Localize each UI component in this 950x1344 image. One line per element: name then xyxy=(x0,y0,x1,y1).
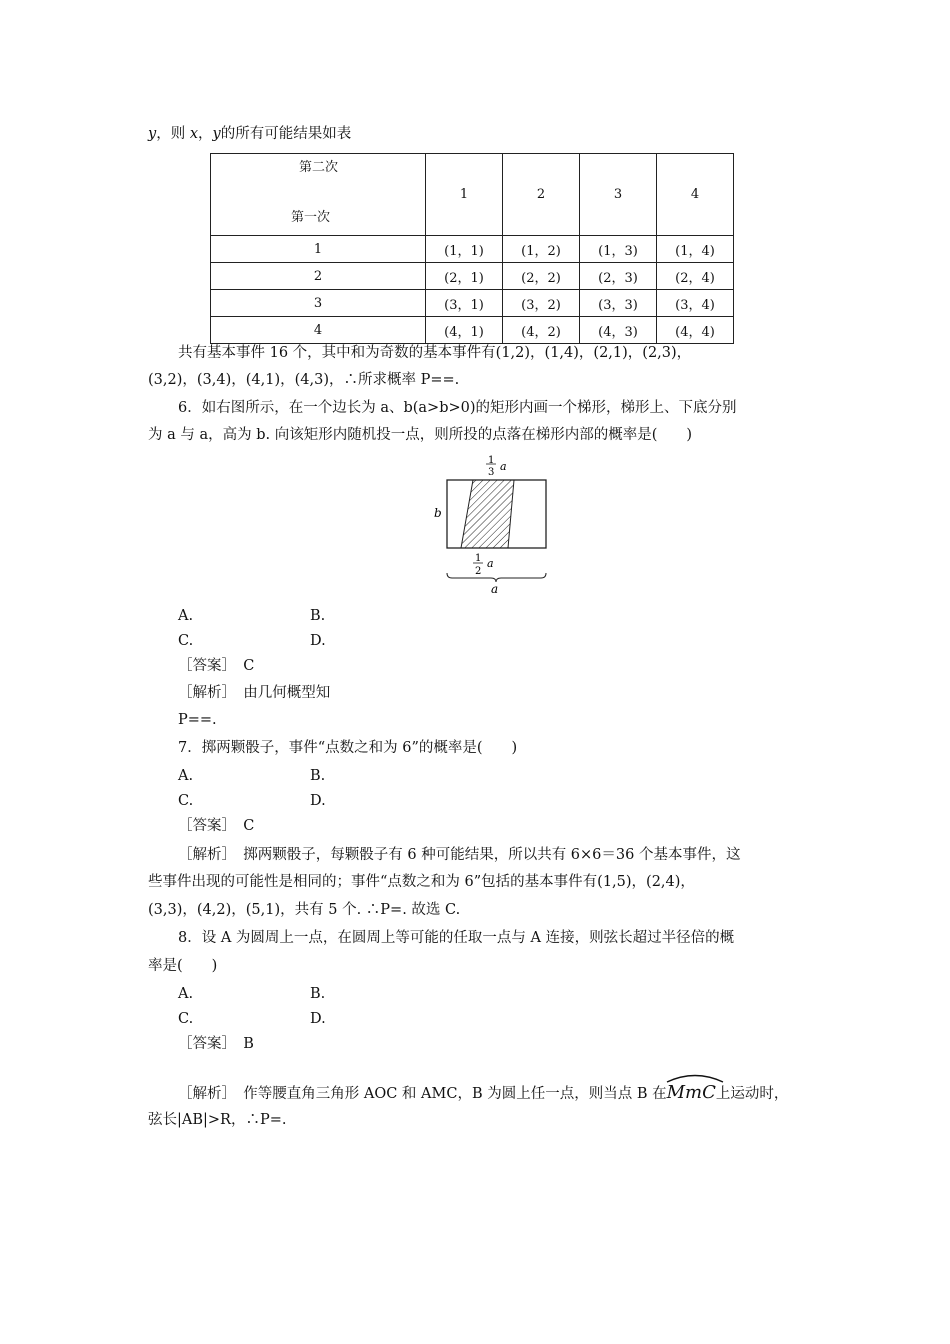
q6-option-d: D. xyxy=(310,633,326,649)
row-label: 3 xyxy=(211,290,426,317)
header-first-roll: 第一次 xyxy=(291,210,331,225)
q8-line-1: 8．设 A 为圆周上一点，在圆周上等可能的任取一点与 A 连接，则弦长超过半径倍的概 xyxy=(178,930,735,946)
q6-answer: ［答案］ C xyxy=(178,658,255,674)
table-cell: (1，1) xyxy=(426,236,503,263)
q7-analysis-1: ［解析］ 掷两颗骰子，每颗骰子有 6 种可能结果，所以共有 6×6＝36 个基本事件，这 xyxy=(178,847,741,863)
q6-result: P==. xyxy=(178,712,217,728)
intro-text: ，则 xyxy=(156,126,190,142)
intro-tail: 的所有可能结果如表 xyxy=(220,126,352,142)
arc-mark-icon xyxy=(665,1073,725,1083)
trapezoid-figure xyxy=(430,455,570,600)
arc-label-text: MmC xyxy=(666,1082,716,1103)
q8-answer: ［答案］ B xyxy=(178,1036,254,1052)
table-cell: (2，2) xyxy=(503,263,580,290)
q6-option-c: C. xyxy=(178,633,194,649)
q8-analysis-text: ［解析］ 作等腰直角三角形 AOC 和 AMC，B 为圆上任一点，则当点 B 在 xyxy=(178,1086,667,1102)
column-header: 4 xyxy=(657,154,734,236)
table-cell: (1，4) xyxy=(657,236,734,263)
table-row xyxy=(211,317,734,344)
bottom-fraction-var: a xyxy=(487,557,494,570)
bottom-fraction-den: 2 xyxy=(475,566,482,577)
intro-var-y2: y xyxy=(212,126,221,142)
results-table xyxy=(210,153,734,344)
table-cell: (3，2) xyxy=(503,290,580,317)
q6-line-2: 为 a 与 a，高为 b. 向该矩形内随机投一点，则所投的点落在梯形内部的概率是( ) xyxy=(148,427,693,443)
diagonal-header xyxy=(211,154,426,236)
q7-option-d: D. xyxy=(310,793,326,809)
hatched-trapezoid xyxy=(461,480,514,548)
q7-option-a: A. xyxy=(178,768,194,784)
table-cell: (1，2) xyxy=(503,236,580,263)
q8-option-d: D. xyxy=(310,1011,326,1027)
q7-analysis-2: 些事件出现的可能性是相同的；事件“点数之和为 6”包括的基本事件有(1,5)，(2,4)， xyxy=(148,874,695,890)
top-fraction-num: 1 xyxy=(488,455,495,466)
q8-line-2: 率是( ) xyxy=(148,958,218,974)
q8-analysis-2: 弦长|AB|>R，∴P=. xyxy=(148,1112,287,1128)
top-fraction-den: 3 xyxy=(488,467,495,478)
summary-line-2: (3,2)，(3,4)，(4,1)，(4,3)，∴所求概率 P==. xyxy=(148,372,460,388)
row-label: 1 xyxy=(211,236,426,263)
q8-analysis-tail: 上运动时， xyxy=(715,1086,789,1102)
arc-label xyxy=(667,1083,716,1103)
q8-analysis-1 xyxy=(178,1083,788,1104)
q7-answer: ［答案］ C xyxy=(178,818,255,834)
table-cell: (4，4) xyxy=(657,317,734,344)
q6-option-a: A. xyxy=(178,608,194,624)
table-cell: (2，4) xyxy=(657,263,734,290)
table-row xyxy=(211,263,734,290)
q6-analysis: ［解析］ 由几何概型知 xyxy=(178,685,331,701)
column-header: 3 xyxy=(580,154,657,236)
q7-option-c: C. xyxy=(178,793,194,809)
q6-line-1: 6．如右图所示，在一个边长为 a、b(a>b>0)的矩形内画一个梯形，梯形上、下底分别 xyxy=(178,400,737,416)
header-second-roll: 第二次 xyxy=(299,160,339,175)
table-cell: (1，3) xyxy=(580,236,657,263)
row-label: 4 xyxy=(211,317,426,344)
width-label: a xyxy=(491,582,499,596)
column-header: 2 xyxy=(503,154,580,236)
q8-option-a: A. xyxy=(178,986,194,1002)
table-cell: (3，3) xyxy=(580,290,657,317)
intro-var-y: y xyxy=(148,126,157,142)
q7-option-b: B. xyxy=(310,768,326,784)
top-fraction-var: a xyxy=(500,460,507,473)
table-cell: (4，2) xyxy=(503,317,580,344)
bottom-fraction-num: 1 xyxy=(475,553,482,564)
table-row xyxy=(211,290,734,317)
intro-sep: ， xyxy=(198,126,213,142)
table-row xyxy=(211,236,734,263)
q8-option-c: C. xyxy=(178,1011,194,1027)
table-cell: (3，1) xyxy=(426,290,503,317)
width-brace xyxy=(447,573,546,582)
table-cell: (4，3) xyxy=(580,317,657,344)
column-header: 1 xyxy=(426,154,503,236)
q7-analysis-3: (3,3)，(4,2)，(5,1)，共有 5 个. ∴P=. 故选 C. xyxy=(148,902,461,918)
intro-var-x: x xyxy=(189,126,198,142)
intro-line xyxy=(148,124,351,144)
table-header-row xyxy=(211,154,734,236)
summary-line-1: 共有基本事件 16 个，其中和为奇数的基本事件有(1,2)，(1,4)，(2,1)，(2,3)， xyxy=(178,345,692,361)
table-cell: (2，1) xyxy=(426,263,503,290)
table-cell: (4，1) xyxy=(426,317,503,344)
q6-option-b: B. xyxy=(310,608,326,624)
side-label: b xyxy=(434,506,442,520)
q7-line-1: 7．掷两颗骰子，事件“点数之和为 6”的概率是( ) xyxy=(178,740,518,756)
table-cell: (3，4) xyxy=(657,290,734,317)
table-cell: (2，3) xyxy=(580,263,657,290)
q8-option-b: B. xyxy=(310,986,326,1002)
row-label: 2 xyxy=(211,263,426,290)
